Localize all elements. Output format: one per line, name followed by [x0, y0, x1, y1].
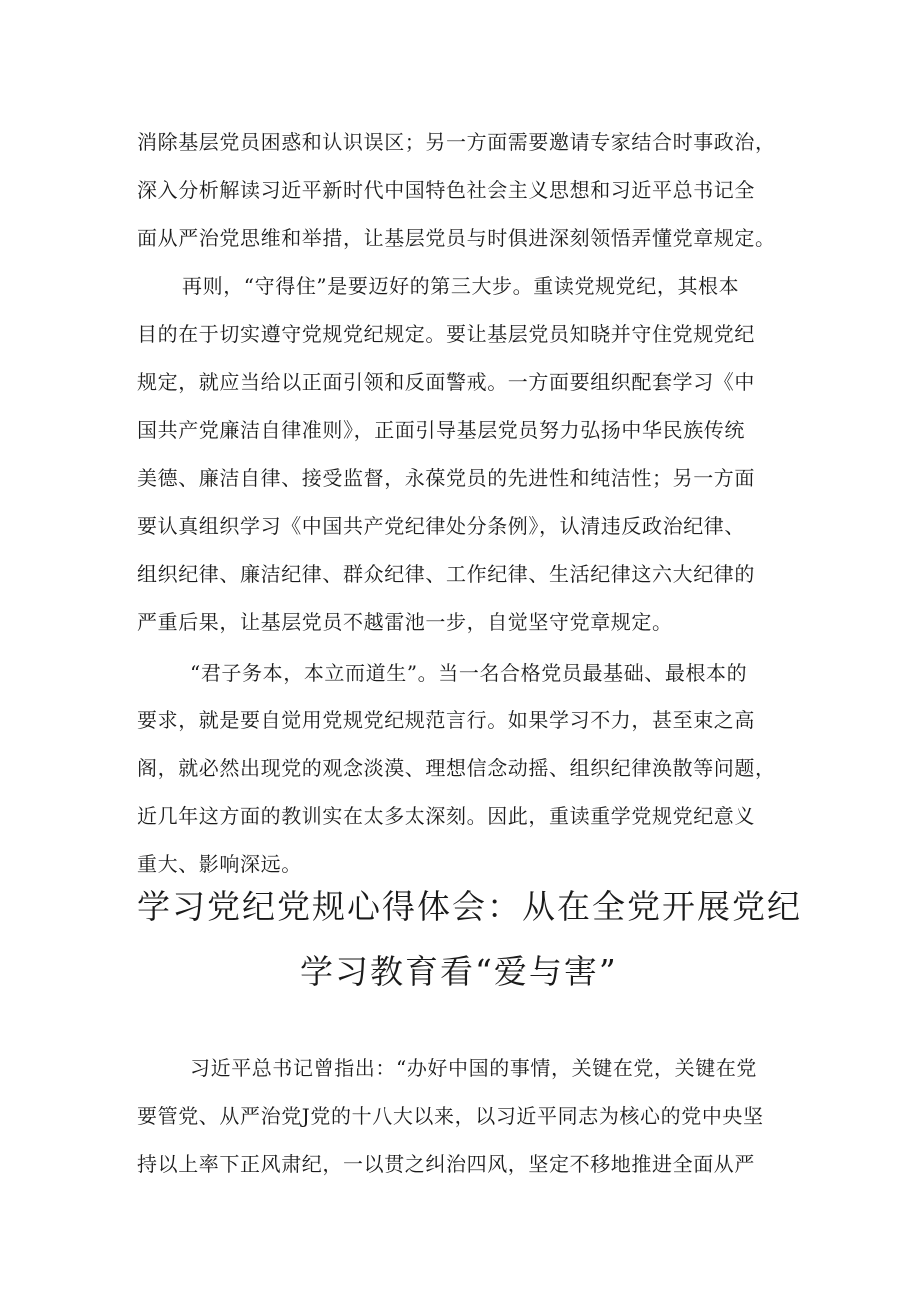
text-line: 严重后果，让基层党员不越雷池一步，自觉坚守党章规定。: [137, 610, 673, 634]
text-line: 要求，就是要自觉用党规党纪规范言行。如果学习不力，甚至束之高: [137, 708, 755, 732]
title-line-1: 学习党纪党规心得体会：从在全党开展党纪: [137, 887, 802, 926]
text-line: 面从严治党思维和举措，让基层党员与时俱进深刻领悟弄懂党章规定。: [137, 226, 776, 250]
text-line: 组织纪律、廉洁纪律、群众纪律、工作纪律、生活纪律这六大纪律的: [137, 562, 755, 586]
text-line: 深入分析解读习近平新时代中国特色社会主义思想和习近平总书记全: [137, 178, 755, 202]
text-line: 目的在于切实遵守党规党纪规定。要让基层党员知晓并守住党规党纪: [137, 322, 755, 346]
text-line: 规定，就应当给以正面引领和反面警戒。一方面要组织配套学习《中: [137, 370, 755, 394]
text-line: 要认真组织学习《中国共产党纪律处分条例》，认清违反政治纪律、: [137, 514, 745, 538]
text-line: “君子务本，本立而道生”。当一名合格党员最基础、最根本的: [190, 661, 748, 685]
text-line: 持以上率下正风肃纪，一以贯之纠治四风，坚定不移地推进全面从严: [137, 1152, 755, 1176]
text-line: 美德、廉洁自律、接受监督，永葆党员的先进性和纯洁性；另一方面: [137, 466, 755, 490]
text-line: 国共产党廉洁自律准则》，正面引导基层党员努力弘扬中华民族传统: [137, 418, 745, 442]
text-line: 阁，就必然出现党的观念淡漠、理想信念动摇、组织纪律涣散等问题，: [137, 756, 776, 780]
text-line: 重大、影响深远。: [137, 852, 302, 876]
text-line: 近几年这方面的教训实在太多太深刻。因此，重读重学党规党纪意义: [137, 804, 755, 828]
text-line: 消除基层党员困惑和认识误区；另一方面需要邀请专家结合时事政治，: [137, 130, 776, 154]
title-line-2: 学习教育看“爱与害”: [300, 952, 618, 991]
text-line: 再则，“守得住”是要迈好的第三大步。重读党规党纪，其根本: [182, 274, 740, 298]
text-line: 习近平总书记曾指出：“办好中国的事情，关键在党，关键在党: [190, 1056, 758, 1080]
text-line: 要管党、从严治党J党的十八大以来，以习近平同志为核心的党中央坚: [137, 1104, 764, 1128]
